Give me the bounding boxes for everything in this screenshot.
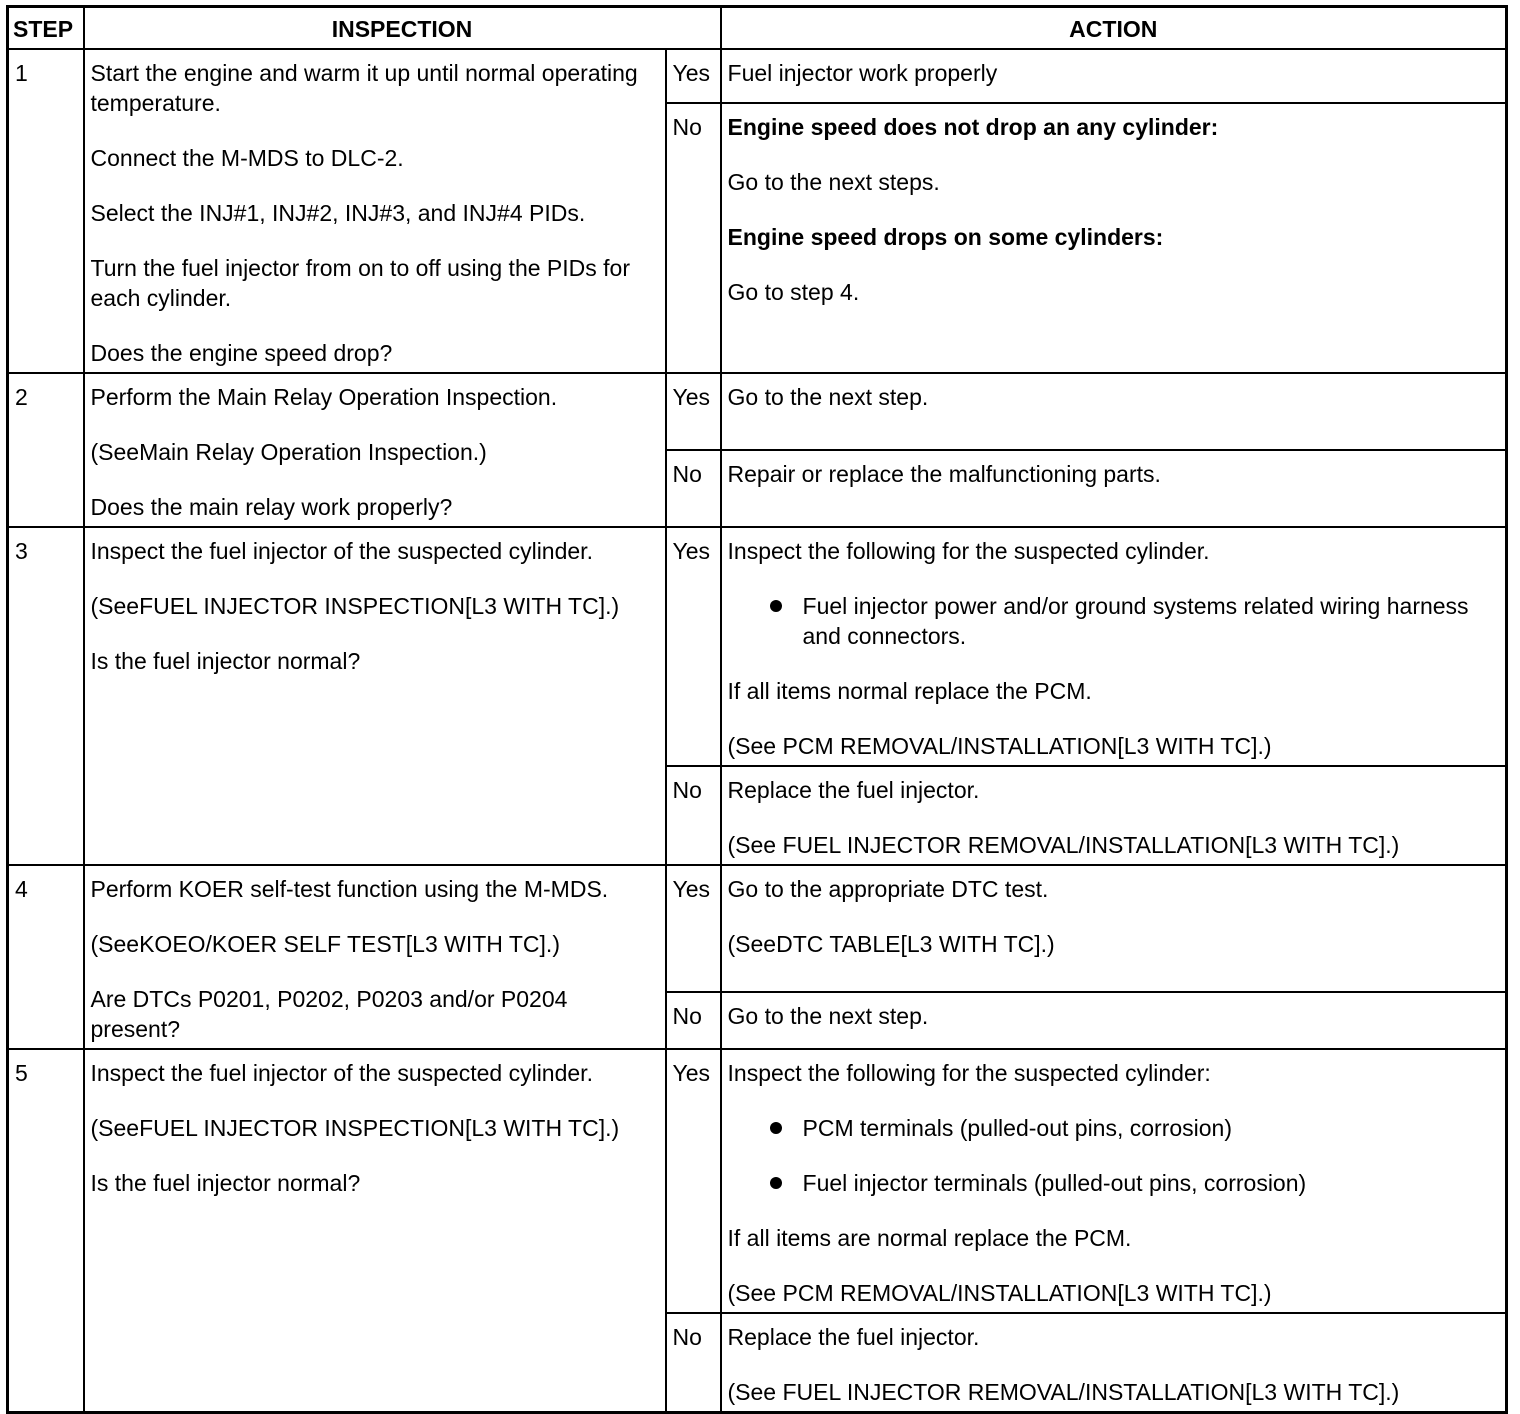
action-text: Repair or replace the malfunctioning parts.: [727, 460, 1161, 487]
step-3-no-label: No: [666, 766, 721, 865]
step-5-yes-action: [721, 1049, 1507, 1313]
step-2-number: 2: [8, 373, 84, 527]
inspection-question: Does the engine speed drop?: [90, 339, 393, 366]
inspection-question: Are DTCs P0201, P0202, P0203 and/or P0204 present?: [90, 985, 568, 1042]
step-1-inspection: [84, 49, 666, 373]
step-1-no-action: [721, 103, 1507, 373]
step-4-yes-row: [8, 865, 1507, 992]
inspection-reference: (SeeFUEL INJECTOR INSPECTION[L3 WITH TC].): [90, 1114, 620, 1141]
step-4-no-action: [721, 992, 1507, 1049]
bullet-icon: [770, 1177, 782, 1189]
action-bullet-list: [728, 1113, 1499, 1198]
header-inspection: INSPECTION: [84, 7, 721, 49]
action-reference: (See FUEL INJECTOR REMOVAL/INSTALLATION[L3 WITH TC].): [727, 831, 1400, 858]
step-5-yes-row: [8, 1049, 1507, 1313]
inspection-text: Turn the fuel injector from on to off using the PIDs for each cylinder.: [90, 254, 630, 311]
action-reference: (See PCM REMOVAL/INSTALLATION[L3 WITH TC].): [727, 1279, 1272, 1306]
step-3-yes-action: [721, 527, 1507, 766]
inspection-text: Perform the Main Relay Operation Inspection.: [90, 383, 558, 410]
step-5-yes-label: Yes: [666, 1049, 721, 1313]
step-3-no-action: [721, 766, 1507, 865]
step-4-yes-label: Yes: [666, 865, 721, 992]
step-1-no-label: No: [666, 103, 721, 373]
step-5-inspection: [84, 1049, 666, 1413]
step-2-inspection: [84, 373, 666, 527]
bullet-icon: [770, 1122, 782, 1134]
bullet-icon: [770, 600, 782, 612]
bullet-text: Fuel injector power and/or ground systems related wiring harness and connectors.: [802, 592, 1469, 649]
step-4-no-label: No: [666, 992, 721, 1049]
step-5-number: 5: [8, 1049, 84, 1413]
action-text: Go to the next step.: [727, 383, 929, 410]
diagnostic-table: [6, 5, 1508, 1414]
action-reference: (See PCM REMOVAL/INSTALLATION[L3 WITH TC].): [727, 732, 1272, 759]
inspection-question: Is the fuel injector normal?: [90, 647, 361, 674]
inspection-text: Connect the M-MDS to DLC-2.: [90, 144, 404, 171]
action-text: If all items are normal replace the PCM.: [727, 1224, 1132, 1251]
action-bullet-item: [766, 1113, 1499, 1143]
step-2-no-action: [721, 450, 1507, 527]
inspection-text: Inspect the fuel injector of the suspected cylinder.: [90, 1059, 593, 1086]
step-1-number: 1: [8, 49, 84, 373]
action-bullet-item: [766, 1168, 1499, 1198]
inspection-reference: (SeeFUEL INJECTOR INSPECTION[L3 WITH TC].): [90, 592, 620, 619]
action-text: Go to the next steps.: [727, 168, 940, 195]
step-2-yes-row: [8, 373, 1507, 450]
inspection-text: Start the engine and warm it up until normal operating temperature.: [90, 59, 638, 116]
bullet-text: PCM terminals (pulled-out pins, corrosion): [802, 1114, 1233, 1141]
action-reference: (SeeDTC TABLE[L3 WITH TC].): [727, 930, 1055, 957]
action-text: Inspect the following for the suspected cylinder:: [727, 1059, 1211, 1086]
action-text: Inspect the following for the suspected cylinder.: [727, 537, 1210, 564]
inspection-text: Select the INJ#1, INJ#2, INJ#3, and INJ#4 PIDs.: [90, 199, 586, 226]
step-5-no-label: No: [666, 1313, 721, 1413]
action-condition: Engine speed does not drop an any cylinder:: [727, 113, 1219, 140]
step-2-yes-action: [721, 373, 1507, 450]
step-5-no-action: [721, 1313, 1507, 1413]
step-4-number: 4: [8, 865, 84, 1049]
inspection-text: Inspect the fuel injector of the suspected cylinder.: [90, 537, 593, 564]
header-row: [8, 7, 1507, 49]
action-bullet-list: [728, 591, 1499, 651]
step-3-inspection: [84, 527, 666, 865]
bullet-text: Fuel injector terminals (pulled-out pins, corrosion): [802, 1169, 1307, 1196]
inspection-question: Is the fuel injector normal?: [90, 1169, 361, 1196]
header-action: ACTION: [721, 7, 1507, 49]
inspection-question: Does the main relay work properly?: [90, 493, 453, 520]
inspection-reference: (SeeMain Relay Operation Inspection.): [90, 438, 487, 465]
step-3-yes-label: Yes: [666, 527, 721, 766]
action-text: Go to step 4.: [727, 278, 860, 305]
action-text: Fuel injector work properly: [727, 59, 998, 86]
action-reference: (See FUEL INJECTOR REMOVAL/INSTALLATION[L3 WITH TC].): [727, 1378, 1400, 1405]
action-bullet-item: [766, 591, 1499, 651]
step-4-inspection: [84, 865, 666, 1049]
action-text: Replace the fuel injector.: [727, 776, 980, 803]
step-3-yes-row: [8, 527, 1507, 766]
step-4-yes-action: [721, 865, 1507, 992]
step-1-yes-label: Yes: [666, 49, 721, 103]
action-text: Go to the next step.: [727, 1002, 929, 1029]
step-1-yes-action: [721, 49, 1507, 103]
action-text: If all items normal replace the PCM.: [727, 677, 1092, 704]
step-2-yes-label: Yes: [666, 373, 721, 450]
inspection-text: Perform KOER self-test function using the M-MDS.: [90, 875, 609, 902]
step-1-yes-row: [8, 49, 1507, 103]
step-2-no-label: No: [666, 450, 721, 527]
header-step: STEP: [8, 7, 84, 49]
action-text: Replace the fuel injector.: [727, 1323, 980, 1350]
action-text: Go to the appropriate DTC test.: [727, 875, 1049, 902]
action-condition: Engine speed drops on some cylinders:: [727, 223, 1164, 250]
step-3-number: 3: [8, 527, 84, 865]
inspection-reference: (SeeKOEO/KOER SELF TEST[L3 WITH TC].): [90, 930, 560, 957]
